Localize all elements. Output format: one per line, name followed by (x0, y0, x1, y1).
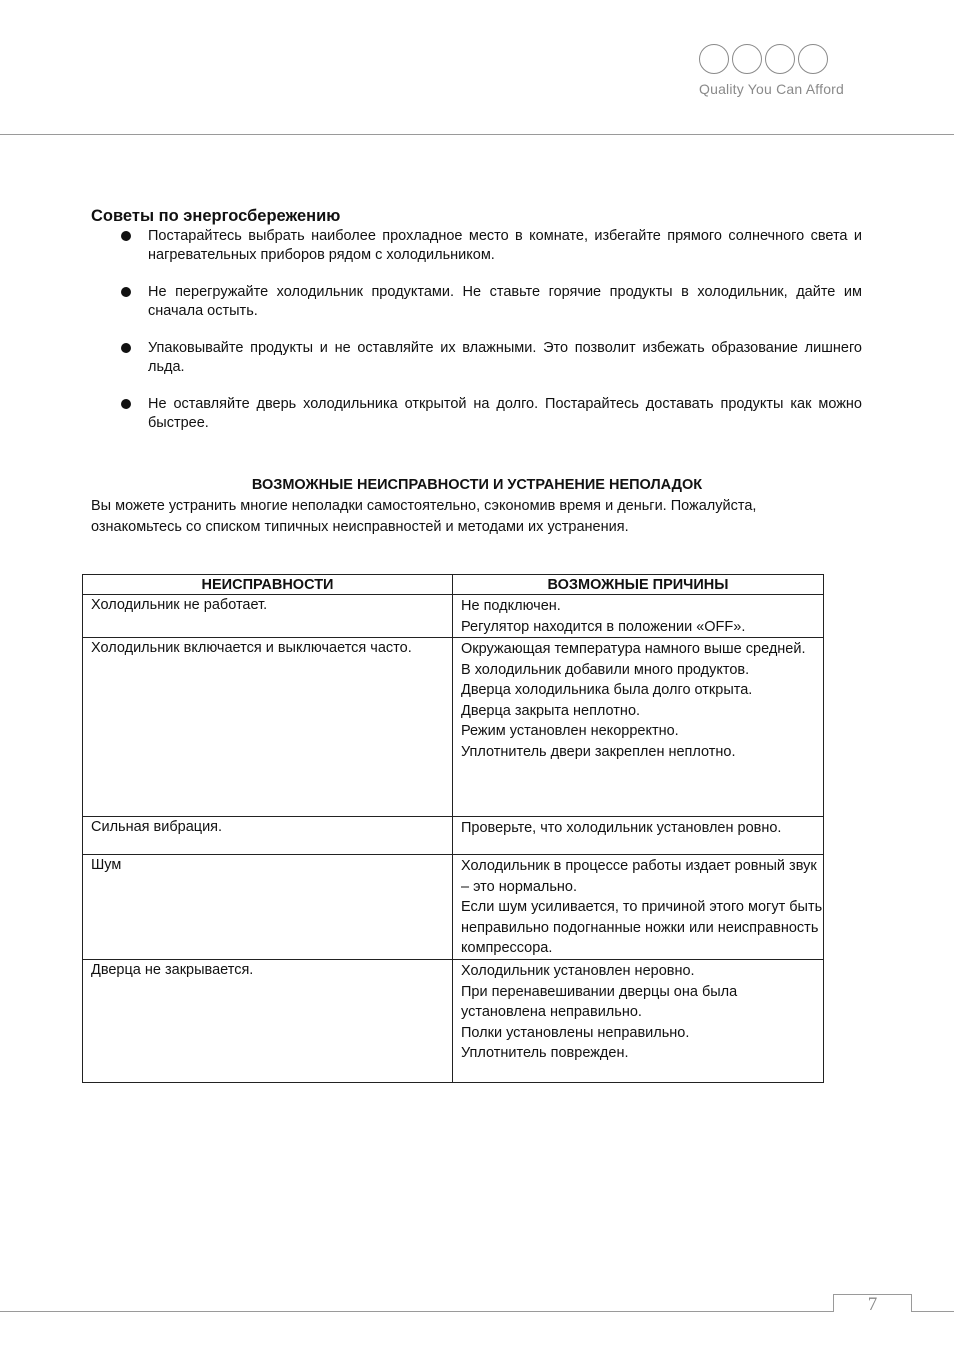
fault-cell: Дверца не закрывается. (83, 960, 453, 1083)
bullet-icon (121, 399, 131, 409)
energy-tip (91, 395, 862, 433)
bullet-icon (121, 231, 131, 241)
header-causes: ВОЗМОЖНЫЕ ПРИЧИНЫ (453, 575, 824, 595)
table-row (83, 595, 824, 638)
energy-tip-text: Упаковывайте продукты и не оставляйте их влажными. Это позволит избежать образование лишнего льда. (148, 340, 862, 375)
cause-line: При перенавешивании дверцы она была установлена неправильно. (461, 983, 738, 1020)
table-row (83, 638, 824, 817)
table-row (83, 855, 824, 960)
causes-cell (453, 595, 824, 638)
energy-tip (91, 227, 862, 265)
cause-line: Регулятор находится в положении «OFF». (461, 618, 746, 635)
cause-line: Полки установлены неправильно. (461, 1024, 690, 1041)
causes-cell (453, 855, 824, 960)
brand-logo (699, 44, 863, 97)
table-row (83, 960, 824, 1083)
cause-line: Холодильник в процессе работы издает ровный звук – это нормально. (461, 858, 817, 895)
energy-tips-list (91, 227, 862, 433)
fault-cell: Холодильник не работает. (83, 595, 453, 638)
energy-tip (91, 283, 862, 321)
footer-divider (0, 1311, 954, 1312)
header-divider (0, 134, 954, 135)
cause-line: Дверца холодильника была долго открыта. (461, 682, 753, 698)
causes-cell (453, 817, 824, 855)
troubleshooting-title: ВОЗМОЖНЫЕ НЕИСПРАВНОСТИ И УСТРАНЕНИЕ НЕПОЛАДОК (251, 477, 703, 493)
table-header-row (83, 575, 824, 595)
cause-line: Уплотнитель поврежден. (461, 1045, 629, 1061)
troubleshooting-table (82, 574, 824, 1083)
fault-cell: Шум (83, 855, 453, 960)
fault-cell: Холодильник включается и выключается часто. (83, 638, 453, 817)
brand-circle-icon (798, 44, 828, 74)
brand-tagline: Quality You Can Afford (699, 81, 845, 97)
header-faults: НЕИСПРАВНОСТИ (83, 575, 453, 595)
brand-circles (699, 44, 863, 74)
cause-line: Если шум усиливается, то причиной этого могут быть неправильно подогнанные ножки или неисправность компрессора. (461, 899, 823, 956)
brand-circle-icon (765, 44, 795, 74)
cause-line: Не подключен. (461, 598, 561, 614)
troubleshooting-intro: Вы можете устранить многие неполадки самостоятельно, сэкономив время и деньги. Пожалуйста, ознакомьтесь со списком типичных неисправностей и методами их устранения. (91, 498, 757, 535)
energy-tip-text: Не оставляйте дверь холодильника открытой на долго. Постарайтесь доставать продукты как можно быстрее. (148, 396, 862, 431)
page-number: 7 (867, 1294, 878, 1315)
bullet-icon (121, 343, 131, 353)
cause-line: Уплотнитель двери закреплен неплотно. (461, 743, 736, 760)
fault-cell: Сильная вибрация. (83, 817, 453, 855)
energy-tip-text: Постарайтесь выбрать наиболее прохладное место в комнате, избегайте прямого солнечного света и нагревательных приборов рядом с холодильником. (148, 228, 862, 263)
brand-circle-icon (732, 44, 762, 74)
cause-line: Проверьте, что холодильник установлен ровно. (461, 820, 782, 836)
cause-line: Холодильник установлен неровно. (461, 963, 695, 979)
bullet-icon (121, 287, 131, 297)
energy-tip (91, 339, 862, 377)
cause-line: В холодильник добавили много продуктов. (461, 661, 750, 678)
cause-line: Окружающая температура намного выше средней. (461, 641, 806, 657)
brand-circle-icon (699, 44, 729, 74)
causes-cell (453, 960, 824, 1083)
energy-tip-text: Не перегружайте холодильник продуктами. Не ставьте горячие продукты в холодильник, дайте им сначала остыть. (148, 284, 862, 319)
causes-cell (453, 638, 824, 817)
energy-tips-title: Советы по энергосбережению (91, 207, 341, 225)
cause-line: Дверца закрыта неплотно. (461, 702, 641, 719)
table-row (83, 817, 824, 855)
cause-line: Режим установлен некорректно. (461, 723, 679, 739)
